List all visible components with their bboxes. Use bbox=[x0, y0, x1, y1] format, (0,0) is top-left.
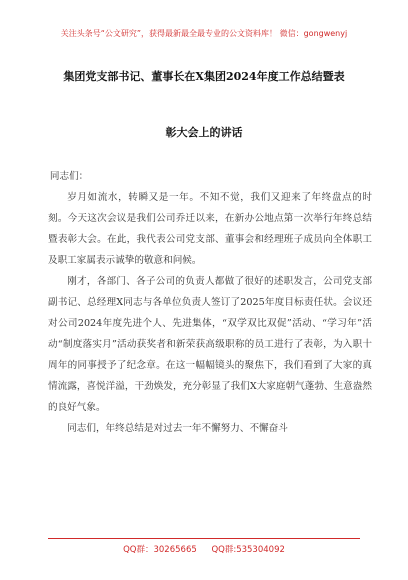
document-title-line-1: 集团党支部书记、董事长在X集团2024年度工作总结暨表 bbox=[63, 70, 345, 83]
paragraph-2: 刚才，各部门、各子公司的负责人都做了很好的述职发言，公司党支部副书记、总经理X同志与各单位负责人签订了2025年度目标责任状。会议还对公司2024年度先进个人、先进集体，“双学双比双促”活动、“学习年”活动“制度落实月”活动获奖者和新荣获高级职称的员工进行了表彰，为入职十周年的同事授予了纪念章。在这一幅幅镜头的聚焦下，我们看到了大家的真情流露，喜悦洋溢，干劲焕发，充分彰显了我们X大家庭朝气蓬勃、生意盎然的良好气象。 bbox=[48, 276, 372, 413]
paragraph-3: 同志们，年终总结是对过去一年不懈努力、不懈奋斗 bbox=[67, 423, 288, 434]
footer-qq-group-1: QQ群：30265665 bbox=[123, 545, 197, 555]
footer-divider bbox=[48, 538, 360, 539]
header-note: 关注头条号“公文研究”，获得最新最全最专业的公文资料库！ 微信：gongwenyj bbox=[60, 29, 348, 38]
paragraph-1: 岁月如流水，转瞬又是一年。不知不觉，我们又迎来了年终盘点的时刻。今天这次会议是我们公司乔迁以来，在新办公地点第一次举行年终总结暨表彰大会。在此，我代表公司党支部、董事会和经理班子成员向全体职工及职工家属表示诚挚的敬意和问候。 bbox=[48, 192, 372, 266]
footer-qq-group-2: QQ群:535304092 bbox=[211, 545, 285, 555]
document-body bbox=[48, 166, 372, 439]
salutation: 同志们： bbox=[49, 171, 89, 182]
document-title-line-2: 彰大会上的讲话 bbox=[165, 126, 243, 139]
footer bbox=[0, 543, 408, 555]
